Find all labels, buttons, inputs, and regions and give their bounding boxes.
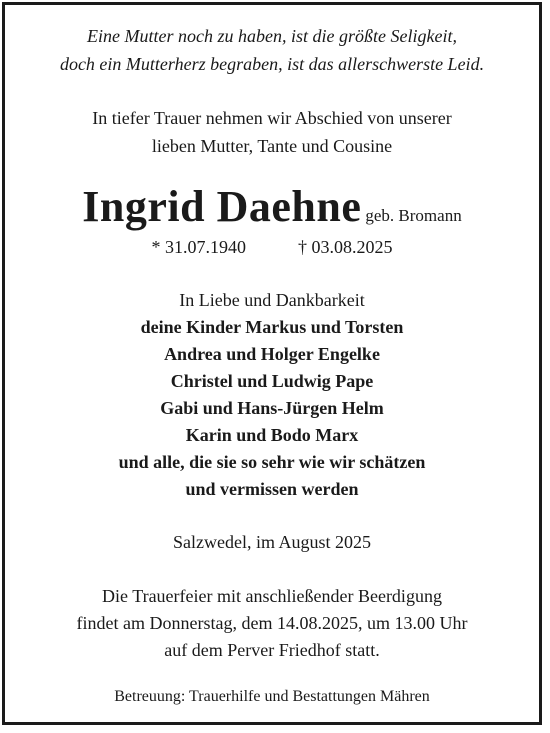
quote-line-2: doch ein Mutterherz begraben, ist das allerschwerste Leid.	[59, 54, 485, 74]
maiden-name: geb. Bromann	[365, 206, 462, 225]
birth-date: * 31.07.1940	[151, 237, 246, 257]
intro-line-1: In tiefer Trauer nehmen wir Abschied von unserer	[92, 108, 452, 128]
intro-line-2: lieben Mutter, Tante und Cousine	[151, 136, 393, 156]
funeral-line-2: findet am Donnerstag, dem 14.08.2025, um 13.00 Uhr	[76, 613, 468, 633]
funeral-line-3: auf dem Perver Friedhof statt.	[164, 640, 380, 660]
place-date: Salzwedel, im August 2025	[173, 532, 371, 552]
mourner-line: und vermissen werden	[185, 479, 359, 499]
death-date: † 03.08.2025	[298, 237, 393, 257]
deceased-name-line	[5, 183, 539, 241]
deceased-name: Ingrid Daehne	[82, 182, 362, 231]
funeral-line-1: Die Trauerfeier mit anschließender Beerdigung	[102, 586, 442, 606]
mourners-lead: In Liebe und Dankbarkeit	[179, 290, 365, 310]
quote-line-1: Eine Mutter noch zu haben, ist die größte Seligkeit,	[87, 26, 457, 46]
funeral-care-provider: Betreuung: Trauerhilfe und Bestattungen Mähren	[114, 688, 430, 705]
mourner-line: Gabi und Hans-Jürgen Helm	[160, 398, 384, 418]
life-dates	[5, 236, 539, 258]
mourner-line: Karin und Bodo Marx	[185, 425, 359, 445]
mourner-line: und alle, die sie so sehr wie wir schätzen	[118, 452, 426, 472]
mourner-line: deine Kinder Markus und Torsten	[140, 317, 404, 337]
obituary-frame	[2, 2, 542, 725]
mourner-line: Christel und Ludwig Pape	[170, 371, 374, 391]
mourner-line: Andrea und Holger Engelke	[164, 344, 380, 364]
